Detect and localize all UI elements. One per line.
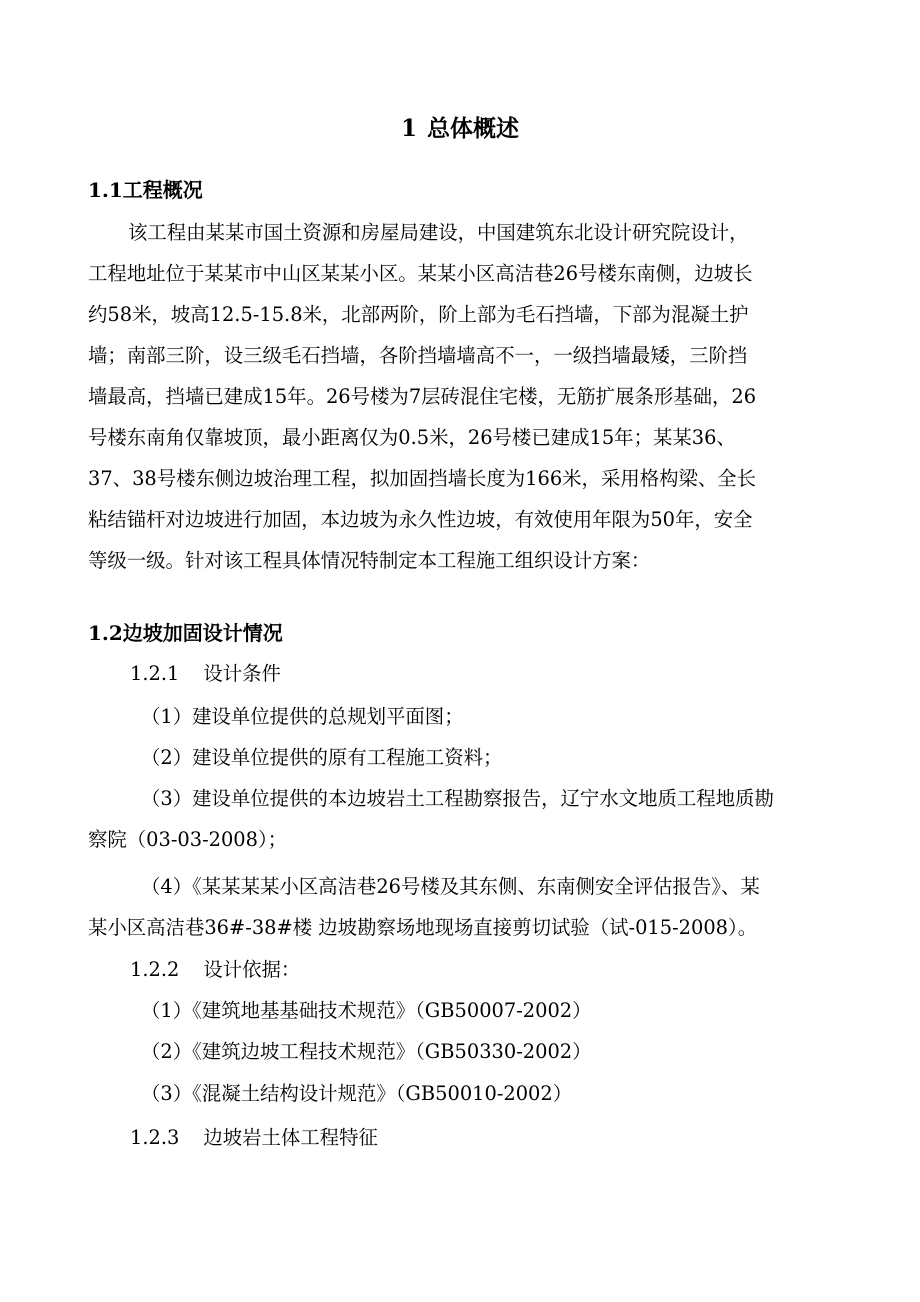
paragraph-line: 号楼东南角仅靠坡顶，最小距离仅为0.5米，26号楼已建成15年；某某36、 [88,426,736,449]
project-overview-paragraph [88,212,832,581]
subsection-label: 边坡岩土体工程特征 [203,1126,378,1149]
condition-item-4 [88,866,832,948]
basis-item-2: （2）《建筑边坡工程技术规范》（GB50330-2002） [141,1040,592,1063]
chapter-title [0,114,920,144]
subsection-heading-1-2-1 [130,660,281,688]
chapter-title-text: 总体概述 [427,115,519,142]
paragraph-line: 37、38号楼东侧边坡治理工程，拟加固挡墙长度为166米，采用格构梁、全长 [88,467,757,490]
condition-line: 某小区高洁巷36#-38#楼 边坡勘察场地现场直接剪切试验（试-015-2008）。 [88,916,758,939]
subsection-number: 1.2.2 [130,958,180,981]
subsection-label: 设计条件 [203,662,281,685]
section-heading-1-2: 1.2边坡加固设计情况 [88,621,283,645]
paragraph-line: 墙最高，挡墙已建成15年。26号楼为7层砖混住宅楼，无筋扩展条形基础，26 [88,385,757,408]
section-heading-1-1: 1.1工程概况 [88,178,203,202]
subsection-heading-1-2-2 [130,956,300,984]
paragraph-line: 约58米，坡高12.5-15.8米，北部两阶，阶上部为毛石挡墙，下部为混凝土护 [88,303,749,326]
subsection-number: 1.2.3 [130,1126,180,1149]
condition-line: （3）建设单位提供的本边坡岩土工程勘察报告，辽宁水文地质工程地质勘 [141,787,774,810]
basis-item-3: （3）《混凝土结构设计规范》（GB50010-2002） [141,1082,573,1105]
paragraph-line: 工程地址位于某某市中山区某某小区。某某小区高洁巷26号楼东南侧，边坡长 [88,262,753,285]
subsection-label: 设计依据： [203,958,301,981]
condition-item-3 [88,778,832,860]
condition-item-2: （2）建设单位提供的原有工程施工资料； [141,746,503,769]
paragraph-line: 粘结锚杆对边坡进行加固，本边坡为永久性边坡，有效使用年限为50年，安全 [88,508,753,531]
paragraph-line: 等级一级。针对该工程具体情况特制定本工程施工组织设计方案： [88,549,651,572]
subsection-number: 1.2.1 [130,662,180,685]
paragraph-line: 墙；南部三阶，设三级毛石挡墙，各阶挡墙墙高不一，一级挡墙最矮，三阶挡 [88,344,748,367]
condition-line: 察院（03-03-2008）； [88,828,288,851]
chapter-number: 1 [400,115,417,142]
basis-item-1: （1）《建筑地基基础技术规范》（GB50007-2002） [141,999,592,1022]
paragraph-line: 该工程由某某市国土资源和房屋局建设，中国建筑东北设计研究院设计， [128,221,749,244]
subsection-heading-1-2-3 [130,1124,378,1152]
condition-line: （4）《某某某某小区高洁巷26号楼及其东侧、东南侧安全评估报告》、某 [141,875,760,898]
condition-item-1: （1）建设单位提供的总规划平面图； [141,705,464,728]
